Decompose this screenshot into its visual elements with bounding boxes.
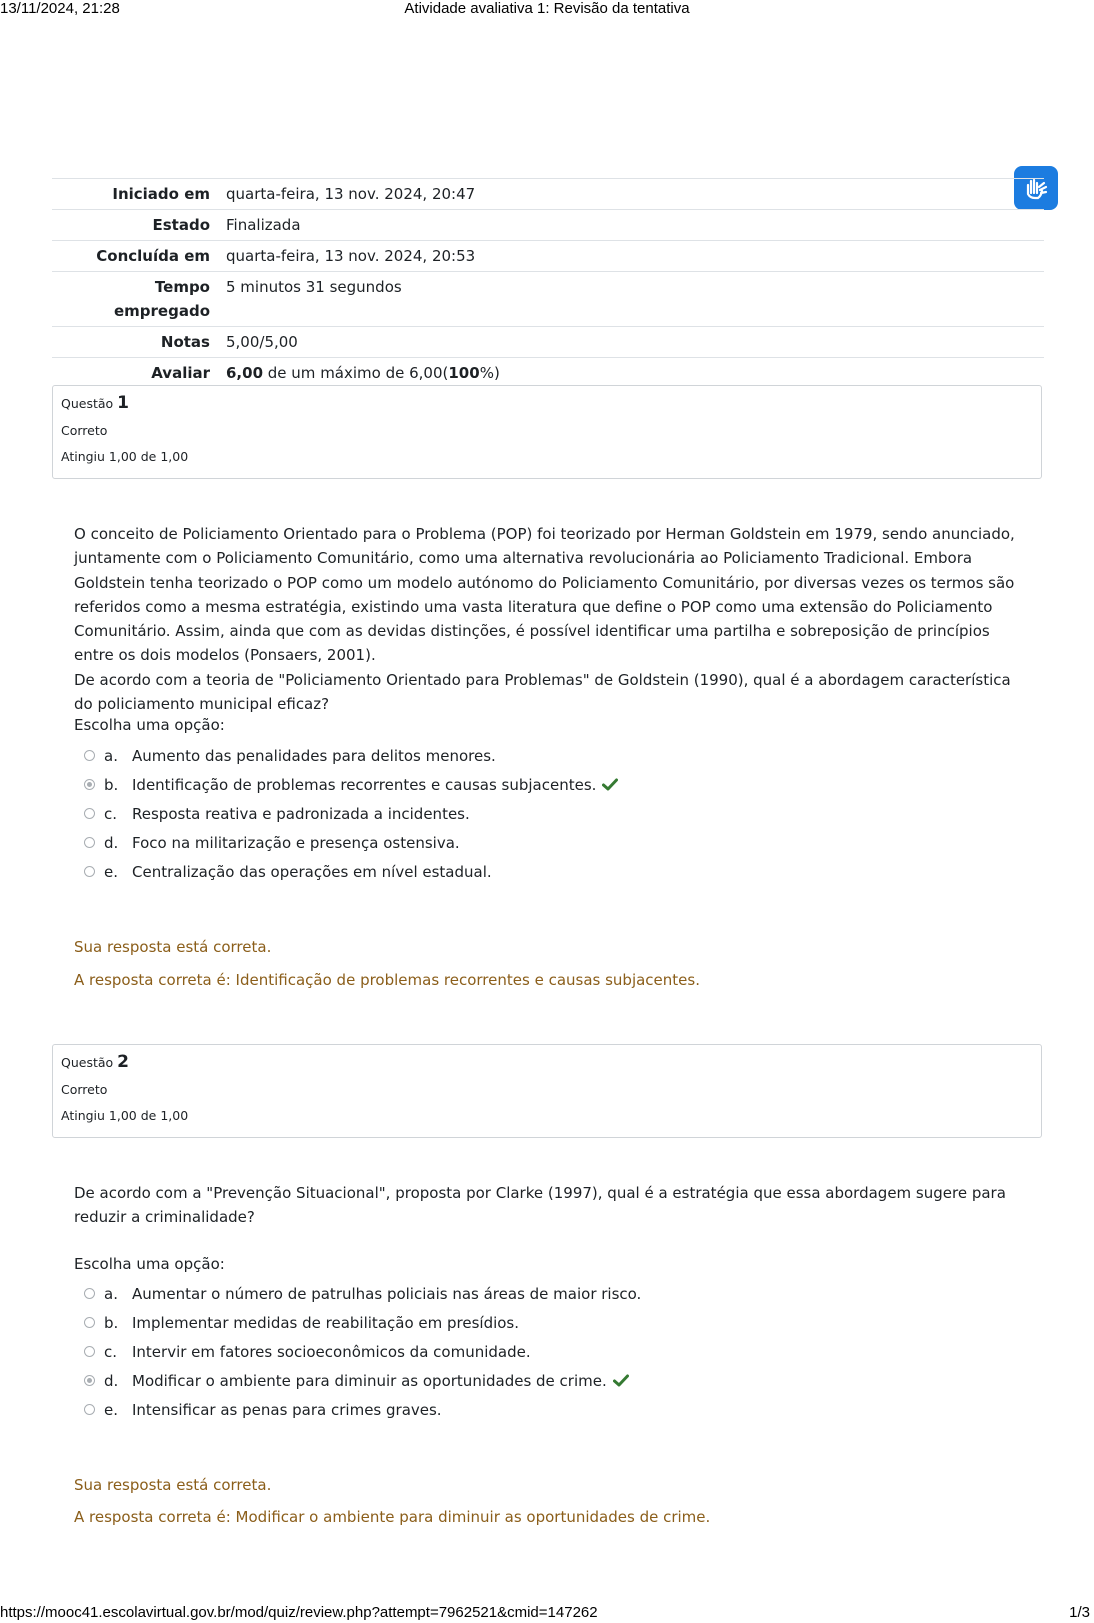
option-text: Resposta reativa e padronizada a incidentes. xyxy=(132,804,470,823)
print-datetime: 13/11/2024, 21:28 xyxy=(0,0,120,17)
option-text: Identificação de problemas recorrentes e causas subjacentes. xyxy=(132,775,597,794)
option-radio-selected[interactable] xyxy=(84,779,95,790)
question-1-text xyxy=(74,522,1026,716)
question-2-right-answer: A resposta correta é: Modificar o ambiente para diminuir as oportunidades de crime. xyxy=(74,1508,711,1526)
question-1-feedback: Sua resposta está correta. xyxy=(74,938,272,956)
option-text: Aumento das penalidades para delitos menores. xyxy=(132,746,496,765)
question-1-info xyxy=(52,385,1042,479)
question-2-feedback: Sua resposta está correta. xyxy=(74,1476,272,1494)
option-d[interactable] xyxy=(84,828,618,857)
grade-label: Avaliar xyxy=(151,364,210,382)
option-letter: d. xyxy=(104,1371,119,1390)
question-label: Questão xyxy=(61,1055,114,1070)
grade-score: 6,00 xyxy=(226,364,264,382)
option-e[interactable] xyxy=(84,857,618,886)
option-radio[interactable] xyxy=(84,1317,95,1328)
state-label: Estado xyxy=(152,216,210,234)
summary-row-state xyxy=(52,210,1044,241)
question-2-prompt: Escolha uma opção: xyxy=(74,1255,225,1273)
grade-percent: 100 xyxy=(448,364,480,382)
completed-label: Concluída em xyxy=(96,247,210,265)
print-page-number: 1/3 xyxy=(1069,1604,1090,1621)
grade-value xyxy=(226,358,1044,389)
time-label-line1: Tempo xyxy=(154,278,210,296)
time-value: 5 minutos 31 segundos xyxy=(226,278,402,296)
option-text: Intervir em fatores socioeconômicos da comunidade. xyxy=(132,1342,531,1361)
started-value: quarta-feira, 13 nov. 2024, 20:47 xyxy=(226,185,476,203)
option-text: Intensificar as penas para crimes graves. xyxy=(132,1400,442,1419)
question-number-value: 2 xyxy=(117,1052,130,1072)
grade-percent-sign: %) xyxy=(479,364,500,382)
option-text: Aumentar o número de patrulhas policiais nas áreas de maior risco. xyxy=(132,1284,642,1303)
option-b[interactable] xyxy=(84,1308,641,1337)
option-letter: a. xyxy=(104,746,118,765)
state-value: Finalizada xyxy=(226,216,301,234)
option-text: Foco na militarização e presença ostensiva. xyxy=(132,833,460,852)
option-letter: c. xyxy=(104,1342,118,1361)
question-mark: Atingiu 1,00 de 1,00 xyxy=(61,449,189,464)
print-title: Atividade avaliativa 1: Revisão da tentativa xyxy=(404,0,690,17)
question-state: Correto xyxy=(61,1082,108,1097)
check-icon xyxy=(613,1374,629,1387)
question-number xyxy=(61,1051,1033,1074)
question-1-paragraph: O conceito de Policiamento Orientado para o Problema (POP) foi teorizado por Herman Goldstein em 1979, sendo anunciado, juntamente com o Policiamento Comunitário, como uma alternativa revolucionária ao Policiamento Tradicional. Embora Goldstein tenha teorizado o POP como um modelo autónomo do Policiamento Comunitário, por diversas vezes os termos são referidos como a mesma estratégia, existindo uma vasta literatura que define o POP como uma extensão do Policiamento Comunitário. Assim, ainda que com as devidas distinções, é possível identificar uma partilha e sobreposição de princípios entre os dois modelos (Ponsaers, 2001). xyxy=(74,525,1015,665)
time-label-line2: empregado xyxy=(113,302,210,320)
print-footer xyxy=(0,1604,1094,1622)
option-radio[interactable] xyxy=(84,1288,95,1299)
question-number xyxy=(61,392,1033,415)
option-radio[interactable] xyxy=(84,750,95,761)
option-radio[interactable] xyxy=(84,866,95,877)
attempt-summary xyxy=(52,178,1044,388)
question-state: Correto xyxy=(61,423,108,438)
option-letter: b. xyxy=(104,1313,119,1332)
question-1-prompt: Escolha uma opção: xyxy=(74,716,225,734)
option-c[interactable] xyxy=(84,1337,641,1366)
option-radio[interactable] xyxy=(84,808,95,819)
option-radio[interactable] xyxy=(84,1346,95,1357)
time-label xyxy=(52,272,226,327)
option-c[interactable] xyxy=(84,799,618,828)
started-label: Iniciado em xyxy=(112,185,210,203)
question-2-info xyxy=(52,1044,1042,1138)
summary-row-completed xyxy=(52,241,1044,272)
summary-row-grade xyxy=(52,358,1044,389)
print-header xyxy=(0,0,1094,18)
question-number-value: 1 xyxy=(117,393,130,413)
option-radio[interactable] xyxy=(84,837,95,848)
summary-row-marks xyxy=(52,327,1044,358)
question-1-right-answer: A resposta correta é: Identificação de problemas recorrentes e causas subjacentes. xyxy=(74,971,700,989)
option-letter: a. xyxy=(104,1284,118,1303)
option-letter: e. xyxy=(104,1400,118,1419)
question-2-question: De acordo com a "Prevenção Situacional", proposta por Clarke (1997), qual é a estratégia que essa abordagem sugere para reduzir a criminalidade? xyxy=(74,1184,1006,1227)
question-mark: Atingiu 1,00 de 1,00 xyxy=(61,1108,189,1123)
option-text: Implementar medidas de reabilitação em presídios. xyxy=(132,1313,520,1332)
option-text: Modificar o ambiente para diminuir as oportunidades de crime. xyxy=(132,1371,607,1390)
option-radio-selected[interactable] xyxy=(84,1375,95,1386)
option-d[interactable] xyxy=(84,1366,641,1395)
option-radio[interactable] xyxy=(84,1404,95,1415)
option-letter: c. xyxy=(104,804,118,823)
option-letter: d. xyxy=(104,833,119,852)
completed-value: quarta-feira, 13 nov. 2024, 20:53 xyxy=(226,247,476,265)
option-a[interactable] xyxy=(84,1279,641,1308)
grade-max-text: de um máximo de 6,00( xyxy=(263,364,449,382)
option-text: Centralização das operações em nível estadual. xyxy=(132,862,492,881)
option-letter: b. xyxy=(104,775,119,794)
option-b[interactable] xyxy=(84,770,618,799)
question-2-text xyxy=(74,1181,1026,1230)
question-1-question: De acordo com a teoria de "Policiamento Orientado para Problemas" de Goldstein (1990), qual é a abordagem característica do policiamento municipal eficaz? xyxy=(74,670,1011,714)
summary-row-started xyxy=(52,179,1044,210)
marks-label: Notas xyxy=(160,333,210,351)
option-letter: e. xyxy=(104,862,118,881)
print-url: https://mooc41.escolavirtual.gov.br/mod/quiz/review.php?attempt=7962521&cmid=147262 xyxy=(0,1604,598,1621)
check-icon xyxy=(602,778,618,791)
question-1-options xyxy=(84,741,618,886)
summary-row-time xyxy=(52,272,1044,327)
question-2-options xyxy=(84,1279,641,1424)
option-a[interactable] xyxy=(84,741,618,770)
marks-value: 5,00/5,00 xyxy=(226,333,298,351)
question-label: Questão xyxy=(61,396,114,411)
option-e[interactable] xyxy=(84,1395,641,1424)
